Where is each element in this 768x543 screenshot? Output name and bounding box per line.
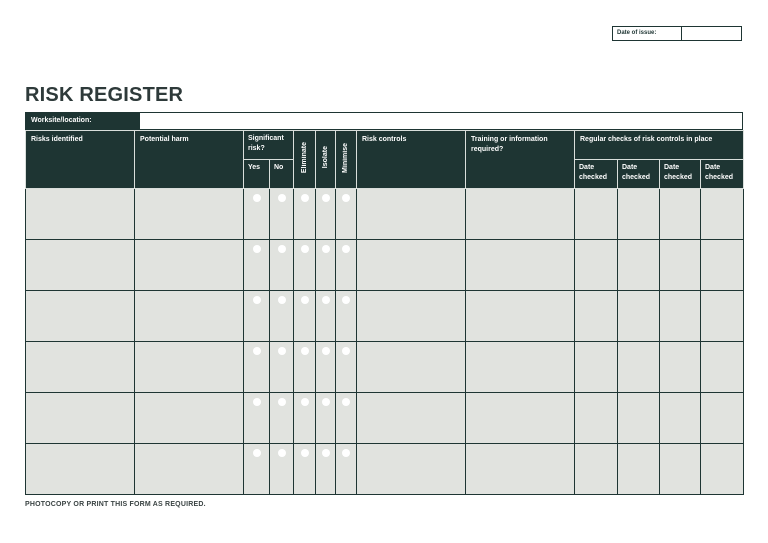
radio-circle-icon[interactable]: [322, 194, 330, 202]
page-title: RISK REGISTER: [25, 84, 184, 106]
date-checked-cell[interactable]: [575, 393, 618, 444]
date-checked-cell[interactable]: [701, 189, 744, 240]
date-checked-cell[interactable]: [575, 444, 618, 495]
radio-circle-icon[interactable]: [342, 347, 350, 355]
training-cell[interactable]: [466, 189, 575, 240]
risk-cell[interactable]: [26, 393, 135, 444]
minimise-radio[interactable]: [336, 393, 357, 444]
table-row: [26, 240, 744, 291]
training-cell[interactable]: [466, 291, 575, 342]
date-of-issue-label: Date of issue:: [613, 27, 682, 40]
radio-circle-icon[interactable]: [322, 449, 330, 457]
no-radio[interactable]: [270, 444, 294, 495]
eliminate-radio[interactable]: [294, 444, 316, 495]
header-yes: Yes: [244, 160, 270, 189]
isolate-radio[interactable]: [316, 189, 336, 240]
date-checked-cell[interactable]: [575, 189, 618, 240]
header-potential-harm: Potential harm: [135, 131, 244, 189]
radio-circle-icon[interactable]: [342, 194, 350, 202]
radio-circle-icon[interactable]: [301, 347, 309, 355]
isolate-radio[interactable]: [316, 240, 336, 291]
date-checked-cell[interactable]: [701, 444, 744, 495]
risk-cell[interactable]: [26, 240, 135, 291]
yes-radio[interactable]: [244, 240, 270, 291]
date-checked-cell[interactable]: [618, 393, 660, 444]
yes-radio[interactable]: [244, 393, 270, 444]
radio-circle-icon[interactable]: [301, 296, 309, 304]
yes-radio[interactable]: [244, 291, 270, 342]
worksite-label: Worksite/location:: [26, 113, 140, 129]
training-cell[interactable]: [466, 393, 575, 444]
eliminate-radio[interactable]: [294, 393, 316, 444]
date-checked-cell[interactable]: [575, 342, 618, 393]
table-row: [26, 393, 744, 444]
radio-circle-icon[interactable]: [253, 347, 261, 355]
minimise-radio[interactable]: [336, 342, 357, 393]
controls-cell[interactable]: [357, 444, 466, 495]
training-cell[interactable]: [466, 444, 575, 495]
date-checked-cell[interactable]: [660, 240, 701, 291]
date-checked-cell[interactable]: [660, 342, 701, 393]
no-radio[interactable]: [270, 342, 294, 393]
footer-note: PHOTOCOPY OR PRINT THIS FORM AS REQUIRED.: [25, 501, 206, 508]
radio-circle-icon[interactable]: [301, 398, 309, 406]
radio-circle-icon[interactable]: [301, 245, 309, 253]
no-radio[interactable]: [270, 240, 294, 291]
radio-circle-icon[interactable]: [301, 194, 309, 202]
isolate-radio[interactable]: [316, 342, 336, 393]
harm-cell[interactable]: [135, 393, 244, 444]
date-checked-cell[interactable]: [618, 189, 660, 240]
date-checked-cell[interactable]: [660, 291, 701, 342]
harm-cell[interactable]: [135, 189, 244, 240]
radio-circle-icon[interactable]: [322, 398, 330, 406]
minimise-radio[interactable]: [336, 444, 357, 495]
risk-cell[interactable]: [26, 444, 135, 495]
table-row: [26, 189, 744, 240]
header-risk-controls: Risk controls: [357, 131, 466, 189]
radio-circle-icon[interactable]: [253, 194, 261, 202]
controls-cell[interactable]: [357, 393, 466, 444]
isolate-radio[interactable]: [316, 291, 336, 342]
radio-circle-icon[interactable]: [301, 449, 309, 457]
eliminate-radio[interactable]: [294, 291, 316, 342]
radio-circle-icon[interactable]: [278, 194, 286, 202]
date-checked-cell[interactable]: [701, 291, 744, 342]
yes-radio[interactable]: [244, 342, 270, 393]
header-minimise: Minimise: [336, 131, 357, 189]
radio-circle-icon[interactable]: [278, 245, 286, 253]
radio-circle-icon[interactable]: [278, 347, 286, 355]
date-checked-cell[interactable]: [575, 240, 618, 291]
date-checked-cell[interactable]: [618, 240, 660, 291]
controls-cell[interactable]: [357, 342, 466, 393]
eliminate-radio[interactable]: [294, 342, 316, 393]
table-row: [26, 444, 744, 495]
date-checked-cell[interactable]: [660, 189, 701, 240]
date-checked-cell[interactable]: [701, 240, 744, 291]
header-training: Training or information required?: [466, 131, 575, 189]
header-significant-risk: Significant risk?: [244, 131, 294, 160]
minimise-radio[interactable]: [336, 240, 357, 291]
header-date-checked: Date checked: [575, 160, 618, 189]
radio-circle-icon[interactable]: [342, 449, 350, 457]
date-checked-cell[interactable]: [575, 291, 618, 342]
worksite-field[interactable]: [140, 113, 742, 129]
radio-circle-icon[interactable]: [342, 245, 350, 253]
harm-cell[interactable]: [135, 240, 244, 291]
radio-circle-icon[interactable]: [322, 296, 330, 304]
radio-circle-icon[interactable]: [253, 296, 261, 304]
date-checked-cell[interactable]: [618, 291, 660, 342]
radio-circle-icon[interactable]: [342, 398, 350, 406]
eliminate-radio[interactable]: [294, 189, 316, 240]
worksite-row: [25, 112, 743, 130]
isolate-radio[interactable]: [316, 444, 336, 495]
header-date-checked: Date checked: [660, 160, 701, 189]
date-checked-cell[interactable]: [701, 393, 744, 444]
header-date-checked: Date checked: [701, 160, 744, 189]
risk-cell[interactable]: [26, 189, 135, 240]
minimise-radio[interactable]: [336, 189, 357, 240]
yes-radio[interactable]: [244, 444, 270, 495]
radio-circle-icon[interactable]: [253, 245, 261, 253]
controls-cell[interactable]: [357, 291, 466, 342]
radio-circle-icon[interactable]: [342, 296, 350, 304]
harm-cell[interactable]: [135, 342, 244, 393]
header-eliminate: Eliminate: [294, 131, 316, 189]
yes-radio[interactable]: [244, 189, 270, 240]
header-risks-identified: Risks identified: [26, 131, 135, 189]
minimise-radio[interactable]: [336, 291, 357, 342]
radio-circle-icon[interactable]: [278, 296, 286, 304]
eliminate-radio[interactable]: [294, 240, 316, 291]
header-no: No: [270, 160, 294, 189]
harm-cell[interactable]: [135, 291, 244, 342]
date-of-issue-box: [612, 26, 742, 41]
radio-circle-icon[interactable]: [253, 449, 261, 457]
risk-register-table: [25, 130, 744, 495]
date-of-issue-field[interactable]: [682, 27, 741, 40]
no-radio[interactable]: [270, 291, 294, 342]
controls-cell[interactable]: [357, 240, 466, 291]
risk-cell[interactable]: [26, 342, 135, 393]
radio-circle-icon[interactable]: [253, 398, 261, 406]
header-regular-checks: Regular checks of risk controls in place: [575, 131, 744, 160]
header-isolate: Isolate: [316, 131, 336, 189]
radio-circle-icon[interactable]: [322, 347, 330, 355]
date-checked-cell[interactable]: [660, 393, 701, 444]
header-date-checked: Date checked: [618, 160, 660, 189]
radio-circle-icon[interactable]: [278, 449, 286, 457]
radio-circle-icon[interactable]: [278, 398, 286, 406]
date-checked-cell[interactable]: [701, 342, 744, 393]
radio-circle-icon[interactable]: [322, 245, 330, 253]
table-row: [26, 342, 744, 393]
controls-cell[interactable]: [357, 189, 466, 240]
date-checked-cell[interactable]: [660, 444, 701, 495]
date-checked-cell[interactable]: [618, 444, 660, 495]
harm-cell[interactable]: [135, 444, 244, 495]
isolate-radio[interactable]: [316, 393, 336, 444]
training-cell[interactable]: [466, 240, 575, 291]
table-row: [26, 291, 744, 342]
date-checked-cell[interactable]: [618, 342, 660, 393]
training-cell[interactable]: [466, 342, 575, 393]
no-radio[interactable]: [270, 189, 294, 240]
risk-cell[interactable]: [26, 291, 135, 342]
no-radio[interactable]: [270, 393, 294, 444]
